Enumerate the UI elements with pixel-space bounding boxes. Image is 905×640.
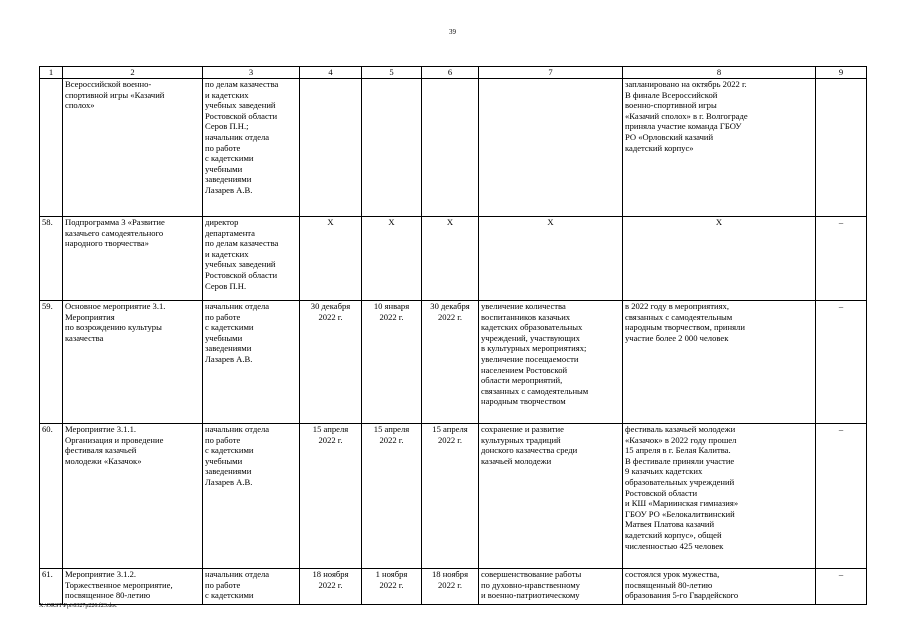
table-header-row (40, 67, 867, 79)
actual-result: запланировано на октябрь 2022 г. В финале Всероссийской военно-спортивной игры «Казачий сполох» в г. Волгограде приняла участие команда ГБОУ РО «Орловский казачий кадетский корпус» (623, 79, 816, 217)
note: – (816, 569, 867, 605)
header-cell: 2 (63, 67, 203, 79)
row-number: 58. (40, 217, 63, 301)
report-table (39, 66, 867, 605)
note: – (816, 217, 867, 301)
start-date: 1 ноября 2022 г. (362, 569, 422, 605)
end-date (422, 79, 479, 217)
executor: директор департамента по делам казачества и кадетских учебных заведений Ростовской области Серов П.Н. (203, 217, 300, 301)
page-number: 39 (449, 28, 456, 36)
table-row (40, 301, 867, 424)
planned-date: 18 ноября 2022 г. (300, 569, 362, 605)
expected-result: сохранение и развитие культурных традиций донского казачества среди казачьей молодежи (479, 424, 623, 569)
actual-result: Х (623, 217, 816, 301)
start-date (362, 79, 422, 217)
planned-date: 15 апреля 2022 г. (300, 424, 362, 569)
planned-date: Х (300, 217, 362, 301)
actual-result: в 2022 году в мероприятиях, связанных с самодеятельным народным творчеством, приняли участие более 2 000 человек (623, 301, 816, 424)
expected-result: увеличение количества воспитанников казачьих кадетских образовательных учреждений, участвующих в культурных мероприятиях; увеличение посещаемости населением Ростовской области мероприятий, связанных с самодеятельным народным творчеством (479, 301, 623, 424)
table-row (40, 424, 867, 569)
executor: начальник отдела по работе с кадетскими учебными заведениями Лазарев А.В. (203, 301, 300, 424)
actual-result: фестиваль казачьей молодежи «Казачок» в 2022 году прошел 15 апреля в г. Белая Калитва. В фестивале приняли участие 9 казачьих кадетских образовательных учреждений Ростовской области и КШ «Мариинская гимназия» ГБОУ РО «Белокалитвинский Матвея Платова казачий кадетский корпус», общей численностью 425 человек (623, 424, 816, 569)
end-date: Х (422, 217, 479, 301)
table-row (40, 569, 867, 605)
executor: начальник отдела по работе с кадетскими учебными заведениями Лазарев А.В. (203, 424, 300, 569)
actual-result: состоялся урок мужества, посвященный 80-летию образования 5-го Гвардейского (623, 569, 816, 605)
table-row (40, 79, 867, 217)
end-date: 30 декабря 2022 г. (422, 301, 479, 424)
header-cell: 4 (300, 67, 362, 79)
event-name: Подпрограмма 3 «Развитие казачьего самодеятельного народного творчества» (63, 217, 203, 301)
start-date: 15 апреля 2022 г. (362, 424, 422, 569)
header-cell: 6 (422, 67, 479, 79)
header-cell: 9 (816, 67, 867, 79)
executor: начальник отдела по работе с кадетскими (203, 569, 300, 605)
row-number: 60. (40, 424, 63, 569)
expected-result (479, 79, 623, 217)
row-number (40, 79, 63, 217)
planned-date: 30 декабря 2022 г. (300, 301, 362, 424)
expected-result: совершенствование работы по духовно-нравственному и военно-патриотическому (479, 569, 623, 605)
event-name: Мероприятие 3.1.2. Торжественное мероприятие, посвященное 80-летию (63, 569, 203, 605)
executor: по делам казачества и кадетских учебных заведений Ростовской области Серов П.Н.; начальник отдела по работе с кадетскими учебными заведениями Лазарев А.В. (203, 79, 300, 217)
planned-date (300, 79, 362, 217)
event-name: Основное мероприятие 3.1. Мероприятия по возрождению культуры казачества (63, 301, 203, 424)
header-cell: 3 (203, 67, 300, 79)
event-name: Мероприятие 3.1.1. Организация и проведение фестиваля казачьей молодежи «Казачок» (63, 424, 203, 569)
end-date: 15 апреля 2022 г. (422, 424, 479, 569)
row-number: 61. (40, 569, 63, 605)
header-cell: 8 (623, 67, 816, 79)
file-path-footer: X:\ORST\Ppi\0327p226.f23.doc (39, 603, 118, 609)
row-number: 59. (40, 301, 63, 424)
note (816, 79, 867, 217)
end-date: 18 ноября 2022 г. (422, 569, 479, 605)
header-cell: 1 (40, 67, 63, 79)
expected-result: Х (479, 217, 623, 301)
event-name: Всероссийской военно- спортивной игры «Казачий сполох» (63, 79, 203, 217)
header-cell: 7 (479, 67, 623, 79)
table-row (40, 217, 867, 301)
header-cell: 5 (362, 67, 422, 79)
note: – (816, 301, 867, 424)
note: – (816, 424, 867, 569)
start-date: Х (362, 217, 422, 301)
start-date: 10 января 2022 г. (362, 301, 422, 424)
